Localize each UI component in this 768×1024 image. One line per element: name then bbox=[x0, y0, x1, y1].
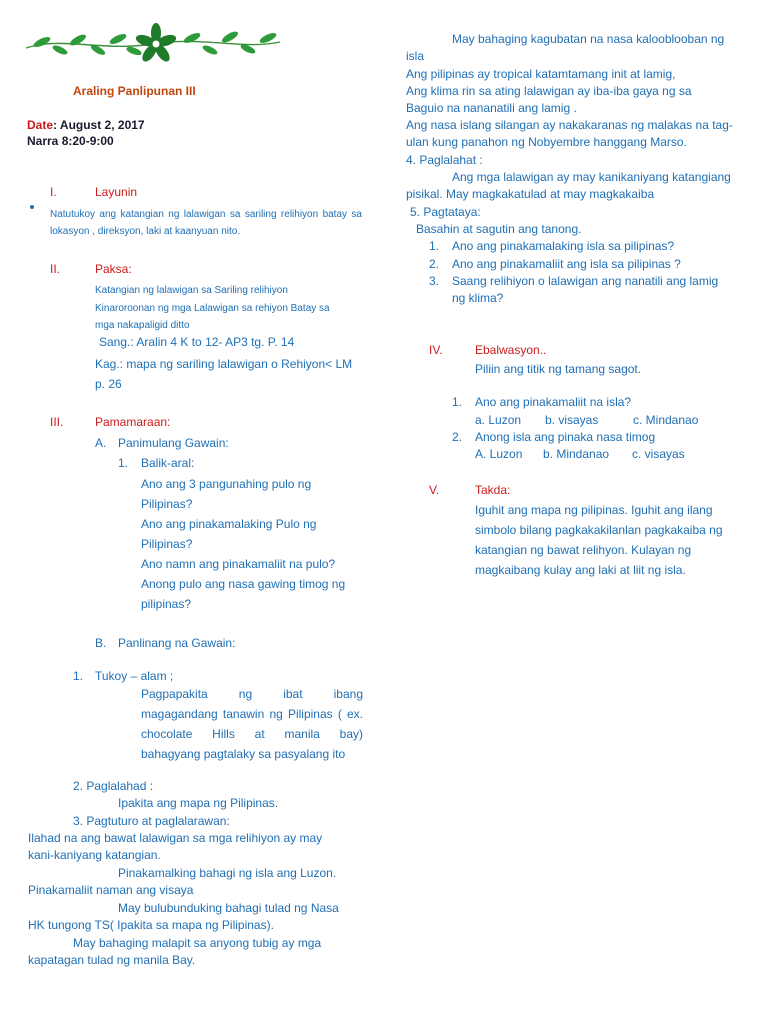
pagtuturo-line: Pinakamalking bahagi ng isla ang Luzon. bbox=[118, 866, 337, 880]
pagtataya-title: 5. Pagtataya: bbox=[410, 205, 481, 219]
tukoy-line: magagandang tanawin ng Pilipinas ( ex. bbox=[141, 707, 363, 721]
date-label: Date bbox=[27, 118, 54, 132]
evaluation-q2-choice: A. Luzon bbox=[475, 447, 523, 461]
evaluation-q2-choice: b. Mindanao bbox=[543, 447, 610, 461]
evaluation-q1-choice: b. visayas bbox=[545, 413, 599, 427]
review-question: Ano namn ang pinakamaliit na pulo? bbox=[141, 557, 336, 571]
bullet-dot-icon bbox=[30, 205, 34, 209]
section-3-numeral: III. bbox=[50, 415, 64, 429]
tukoy-body bbox=[141, 684, 363, 764]
review-question: Ano ang 3 pangunahing pulo ng bbox=[141, 477, 312, 491]
topic-line: Katangian ng lalawigan sa Sariling relihiyon bbox=[95, 285, 288, 296]
paglalahad-body: Ipakita ang mapa ng Pilipinas. bbox=[118, 796, 279, 810]
reference-kag: Kag.: mapa ng sariling lalawigan o Rehiyon< LM bbox=[95, 357, 353, 371]
evaluation-q2-number: 2. bbox=[452, 430, 463, 444]
section-5-title: Takda: bbox=[475, 483, 511, 497]
one-text: Balik-aral: bbox=[141, 456, 195, 470]
pagtataya-item-text: Ano ang pinakamalaking isla sa pilipinas? bbox=[452, 239, 675, 253]
review-question: Ano ang pinakamalaking Pulo ng bbox=[141, 517, 317, 531]
tukoy-text: Tukoy – alam ; bbox=[95, 669, 174, 683]
continuation-line: isla bbox=[406, 49, 425, 63]
section-time: Narra 8:20-9:00 bbox=[27, 134, 114, 148]
continuation-line: May bahaging kagubatan na nasa kalooblooban ng bbox=[452, 32, 725, 46]
assignment-line: Iguhit ang mapa ng pilipinas. Iguhit ang ilang bbox=[475, 503, 713, 517]
continuation-line: Ang klima rin sa ating lalawigan ay iba-iba gaya ng sa bbox=[406, 84, 692, 98]
pagtataya-intro: Basahin at sagutin ang tanong. bbox=[416, 222, 582, 236]
paglalahad-title: 2. Paglalahad : bbox=[73, 779, 154, 793]
reference-sang: Sang.: Aralin 4 K to 12- AP3 tg. P. 14 bbox=[99, 335, 295, 349]
objective-text: Natutukoy ang katangian ng lalawigan sa sariling relihiyon batay sa lokasyon , direksyon, laki at kaanyuan nito. bbox=[50, 209, 362, 237]
pagtataya-item-text: Ano ang pinakamaliit ang isla sa pilipinas ? bbox=[452, 257, 681, 271]
evaluation-instruction: Piliin ang titik ng tamang sagot. bbox=[475, 362, 642, 376]
reference-kag-page: p. 26 bbox=[95, 377, 122, 391]
review-questions bbox=[141, 474, 345, 614]
tukoy-label: 1. bbox=[73, 669, 84, 683]
tukoy-line: bahagyang pagtalaky sa pasyalang ito bbox=[141, 747, 346, 761]
pagtataya-item-text: Saang relihiyon o lalawigan ang nanatili ang lamig bbox=[452, 274, 719, 288]
one-label: 1. bbox=[118, 456, 129, 470]
assignment-body bbox=[475, 500, 723, 580]
paglalahat-title: 4. Paglalahat : bbox=[406, 153, 483, 167]
continuation-line: Ang nasa islang silangan ay nakakaranas ng malakas na tag- bbox=[406, 118, 733, 132]
pagtataya-item-number: 2. bbox=[429, 257, 440, 271]
pagtuturo-line: kapatagan tulad ng manila Bay. bbox=[28, 953, 196, 967]
subject-title: Araling Panlipunan III bbox=[73, 84, 196, 98]
paglalahat-line: pisikal. May magkakatulad at may magkakaiba bbox=[406, 187, 655, 201]
pagtataya-item-number: 3. bbox=[429, 274, 440, 288]
section-4-numeral: IV. bbox=[429, 343, 443, 357]
date-value: : August 2, 2017 bbox=[53, 118, 145, 132]
evaluation-q2-choice: c. visayas bbox=[632, 447, 685, 461]
review-question: Anong pulo ang nasa gawing timog ng bbox=[141, 577, 346, 591]
a-label: A. bbox=[95, 436, 107, 450]
tukoy-line: chocolate Hills at manila bay) bbox=[141, 727, 363, 741]
tukoy-line: Pagpapakita ng ibat ibang bbox=[141, 687, 363, 701]
continuation-line: Ang pilipinas ay tropical katamtamang init at lamig, bbox=[406, 67, 676, 81]
b-text: Panlinang na Gawain: bbox=[118, 636, 236, 650]
b-label: B. bbox=[95, 636, 107, 650]
topic-line: Kinaroroonan ng mga Lalawigan sa rehiyon Batay sa bbox=[95, 302, 330, 314]
section-4-title: Ebalwasyon.. bbox=[475, 343, 547, 357]
continuation-line: Baguio na nananatili ang lamig . bbox=[406, 101, 577, 115]
section-2-title: Paksa: bbox=[95, 262, 132, 276]
evaluation-q1-choice: a. Luzon bbox=[475, 413, 522, 427]
evaluation-q1-choice: c. Mindanao bbox=[633, 413, 699, 427]
review-question: Pilipinas? bbox=[141, 537, 193, 551]
topic-line: mga nakapaligid ditto bbox=[95, 320, 190, 331]
pagtataya-item-text-cont: ng klima? bbox=[452, 291, 504, 305]
pagtuturo-line: Ilahad na ang bawat lalawigan sa mga relihiyon ay may bbox=[28, 831, 323, 845]
assignment-line: katangian ng bawat relihyon. Kulayan ng bbox=[475, 543, 692, 557]
date-line bbox=[27, 117, 145, 133]
review-question: Pilipinas? bbox=[141, 497, 193, 511]
section-1-numeral: I. bbox=[50, 185, 57, 199]
pagtuturo-title: 3. Pagtuturo at paglalarawan: bbox=[73, 814, 230, 828]
review-question: pilipinas? bbox=[141, 597, 192, 611]
continuation-line: ulan kung panahon ng Nobyembre hanggang Marso. bbox=[406, 135, 687, 149]
assignment-line: magkaibang kulay ang laki at liit ng isla. bbox=[475, 563, 686, 577]
pagtataya-item-number: 1. bbox=[429, 239, 440, 253]
pagtuturo-line: HK tungong TS( Ipakita sa mapa ng Pilipinas). bbox=[28, 918, 274, 932]
assignment-line: simbolo bilang pagkakakilanlan pagkakaiba ng bbox=[475, 523, 723, 537]
vine-flower-border-icon bbox=[22, 22, 284, 68]
section-3-title: Pamamaraan: bbox=[95, 415, 171, 429]
evaluation-q2: Anong isla ang pinaka nasa timog bbox=[475, 430, 656, 444]
pagtuturo-line: May bahaging malapit sa anyong tubig ay mga bbox=[73, 936, 322, 950]
section-2-numeral: II. bbox=[50, 262, 61, 276]
paglalahat-line: Ang mga lalawigan ay may kanikaniyang katangiang bbox=[452, 170, 731, 184]
a-text: Panimulang Gawain: bbox=[118, 436, 229, 450]
section-1-title: Layunin bbox=[95, 185, 138, 199]
pagtuturo-line: Pinakamaliit naman ang visaya bbox=[28, 883, 194, 897]
section-5-numeral: V. bbox=[429, 483, 440, 497]
pagtuturo-line: May bulubunduking bahagi tulad ng Nasa bbox=[118, 901, 339, 915]
evaluation-q1: Ano ang pinakamaliit na isla? bbox=[475, 395, 632, 409]
topic-lines bbox=[95, 282, 330, 335]
pagtuturo-line: kani-kaniyang katangian. bbox=[28, 848, 161, 862]
evaluation-q1-number: 1. bbox=[452, 395, 463, 409]
